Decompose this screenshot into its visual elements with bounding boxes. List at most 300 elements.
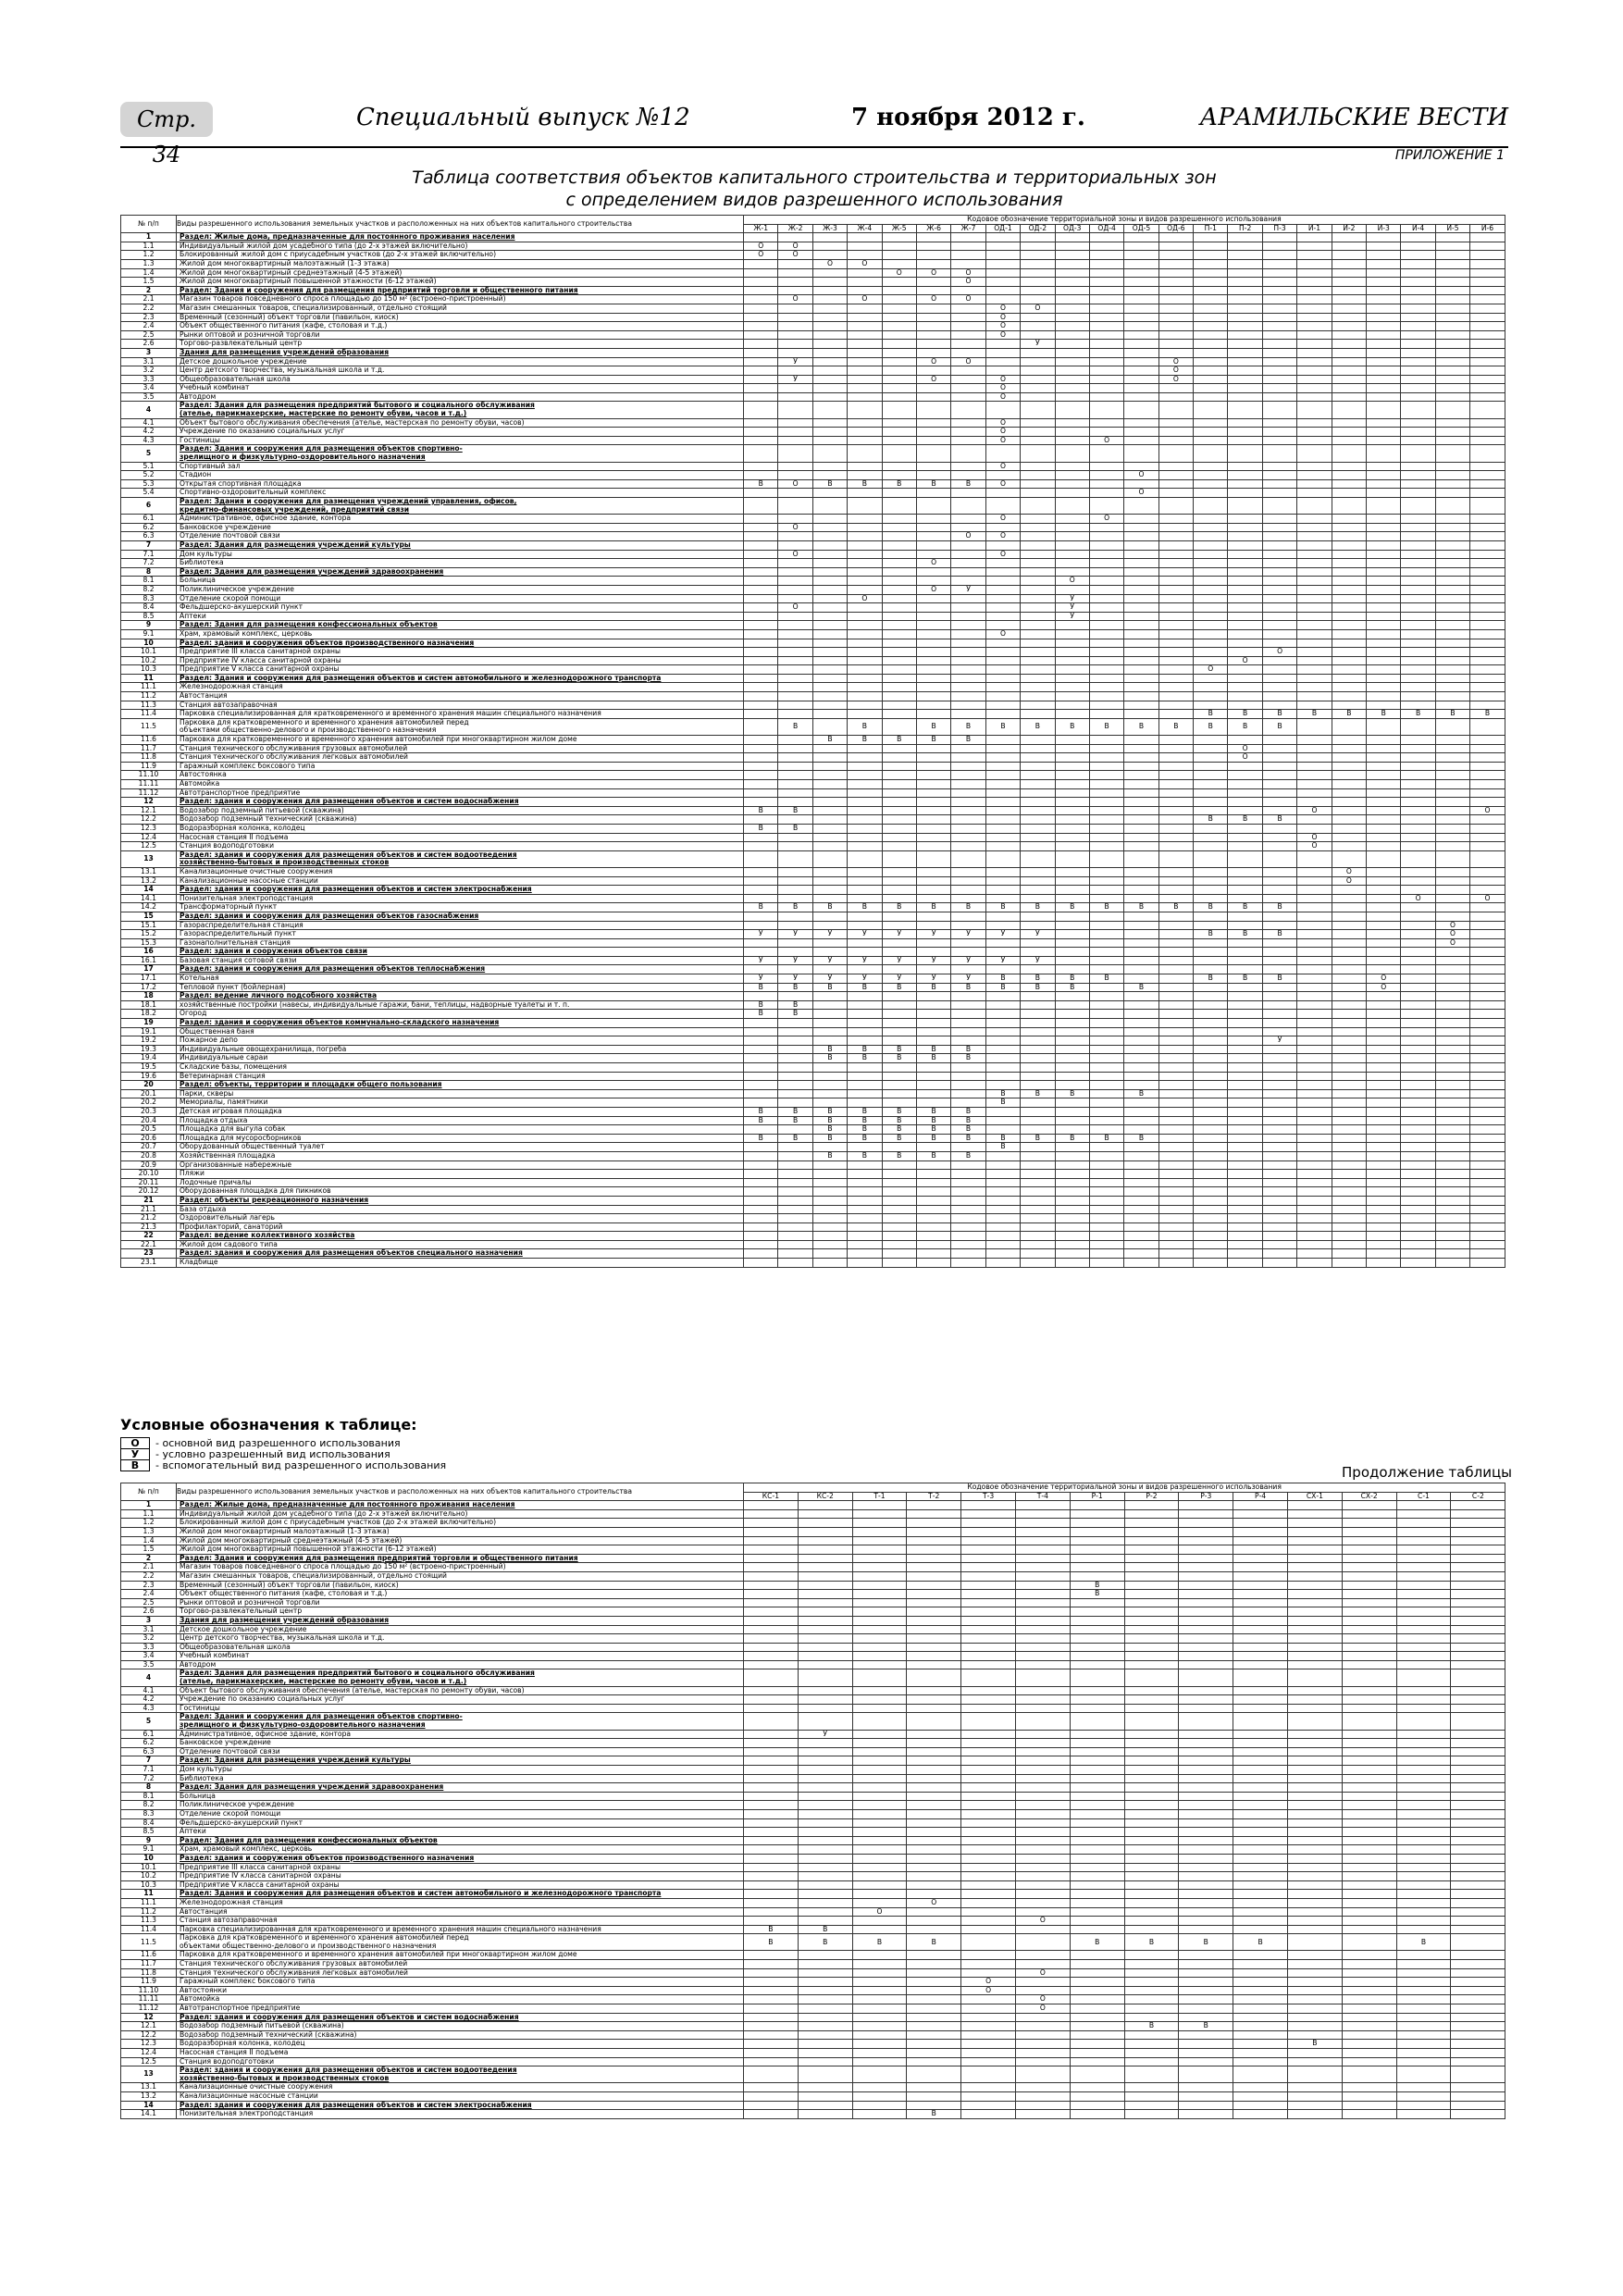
zone-code-header: Т-3 xyxy=(961,1492,1016,1501)
zone-cell xyxy=(1396,1616,1451,1625)
zone-cell xyxy=(744,2083,799,2092)
row-number: 11.6 xyxy=(121,736,177,745)
zone-cell xyxy=(1228,1010,1262,1019)
zone-cell xyxy=(1262,594,1296,603)
zone-cell xyxy=(1124,1098,1158,1108)
row-number: 2.2 xyxy=(121,1571,177,1581)
zone-cell xyxy=(778,629,812,639)
zone-cell xyxy=(985,1019,1020,1028)
zone-cell xyxy=(744,1616,799,1625)
zone-cell: В xyxy=(951,1125,985,1135)
zone-cell xyxy=(1262,1107,1296,1116)
zone-cell xyxy=(1055,948,1089,957)
zone-cell xyxy=(1021,1045,1055,1054)
zone-cell xyxy=(1342,1766,1396,1775)
zone-cell xyxy=(1021,428,1055,437)
zone-cell xyxy=(961,2022,1016,2031)
zone-cell xyxy=(1396,1686,1451,1695)
zone-cell xyxy=(1435,268,1469,278)
zone-cell xyxy=(812,762,847,771)
zone-cell xyxy=(1332,603,1366,613)
zone-cell: У xyxy=(848,974,882,984)
zone-cell xyxy=(1470,1045,1505,1054)
table-row xyxy=(121,392,1505,402)
zone-cell xyxy=(1470,886,1505,895)
zone-cell xyxy=(1262,233,1296,242)
zone-cell xyxy=(848,418,882,428)
zone-cell xyxy=(1055,1205,1089,1214)
zone-cell xyxy=(1055,788,1089,798)
desc-header: Виды разрешенного использования земельных участков и расположенных на них объектов капитального строительства xyxy=(177,216,744,233)
zone-cell xyxy=(1367,1170,1401,1179)
row-number: 2 xyxy=(121,286,177,295)
row-description: Станция водоподготовки xyxy=(177,842,744,851)
zone-cell xyxy=(1470,780,1505,789)
zone-cell xyxy=(1470,1019,1505,1028)
zone-cell xyxy=(1401,1125,1435,1135)
zone-cell xyxy=(1367,540,1401,550)
zone-cell: В xyxy=(1158,903,1193,912)
zone-cell xyxy=(1124,992,1158,1001)
zone-cell xyxy=(1124,674,1158,683)
zone-cell: В xyxy=(1158,718,1193,735)
zone-cell xyxy=(1015,1545,1070,1555)
zone-cell xyxy=(985,523,1020,532)
zone-cell: В xyxy=(1194,815,1228,825)
zone-cell xyxy=(1401,1089,1435,1098)
zone-cell: В xyxy=(916,736,950,745)
zone-cell xyxy=(1228,824,1262,833)
zone-cell xyxy=(744,286,778,295)
zone-cell xyxy=(1194,1019,1228,1028)
zone-cell xyxy=(744,629,778,639)
zone-cell: О xyxy=(916,585,950,594)
row-description: Фельдшерско-акушерский пункт xyxy=(177,603,744,613)
zone-cell xyxy=(1401,1160,1435,1170)
zone-cell xyxy=(1470,428,1505,437)
zone-cell xyxy=(1124,1783,1179,1793)
zone-cell xyxy=(882,718,916,735)
zone-cell: В xyxy=(951,1116,985,1125)
zone-cell xyxy=(1367,418,1401,428)
zone-cell xyxy=(1332,1170,1366,1179)
table-row xyxy=(121,471,1505,480)
table-row xyxy=(121,384,1505,393)
zone-cell xyxy=(1401,515,1435,524)
zone-cell xyxy=(744,744,778,753)
row-description: Автодром xyxy=(177,392,744,402)
zone-cell xyxy=(1124,532,1158,541)
zone-cell xyxy=(744,1019,778,1028)
zone-cell xyxy=(1367,278,1401,287)
zone-cell xyxy=(916,471,950,480)
zone-cell: В xyxy=(1124,1089,1158,1098)
zone-cell xyxy=(852,1917,907,1926)
zone-cell xyxy=(1194,1125,1228,1135)
zone-cell xyxy=(1124,1222,1158,1232)
zone-cell: О xyxy=(1124,489,1158,498)
row-description: Профилакторий, санаторий xyxy=(177,1222,744,1232)
row-number: 11.8 xyxy=(121,1968,177,1978)
zone-cell xyxy=(1297,471,1332,480)
row-description: Банковское учреждение xyxy=(177,1739,744,1748)
zone-cell xyxy=(1451,1509,1505,1519)
zone-cell xyxy=(1021,806,1055,815)
zone-cell xyxy=(1179,1792,1233,1801)
zone-cell xyxy=(1332,983,1366,992)
zone-cell xyxy=(916,1232,950,1241)
zone-cell xyxy=(852,2057,907,2066)
zone-cell xyxy=(1367,1089,1401,1098)
zone-cell xyxy=(1435,577,1469,586)
table-row xyxy=(121,1898,1505,1907)
zone-cell xyxy=(744,1907,799,1917)
zone-cell xyxy=(852,1836,907,1845)
zone-cell xyxy=(1158,1036,1193,1046)
zone-cell xyxy=(1228,585,1262,594)
zone-cell xyxy=(1451,1730,1505,1739)
table-row xyxy=(121,1643,1505,1652)
table-row xyxy=(121,1116,1505,1125)
zone-cell xyxy=(1297,540,1332,550)
zone-cell xyxy=(985,1187,1020,1197)
zone-cell: О xyxy=(985,304,1020,313)
zone-cell: У xyxy=(882,974,916,984)
row-description: Тепловой пункт (бойлерная) xyxy=(177,983,744,992)
row-number: 23 xyxy=(121,1249,177,1259)
zone-cell xyxy=(1194,798,1228,807)
zone-cell xyxy=(1228,1045,1262,1054)
row-number: 15.2 xyxy=(121,930,177,939)
zone-cell xyxy=(882,340,916,349)
zone-cell xyxy=(1367,824,1401,833)
zone-cell xyxy=(1089,418,1123,428)
zone-cell xyxy=(1297,1027,1332,1036)
zone-cell xyxy=(1089,532,1123,541)
zone-cell xyxy=(1021,1151,1055,1160)
zone-cell xyxy=(961,1801,1016,1810)
zone-cell xyxy=(848,833,882,842)
zone-cell xyxy=(1158,1170,1193,1179)
zone-cell xyxy=(848,268,882,278)
row-number: 19.2 xyxy=(121,1036,177,1046)
zone-cell xyxy=(778,330,812,340)
zone-cell xyxy=(1401,1205,1435,1214)
zone-cell xyxy=(1297,1249,1332,1259)
zone-cell xyxy=(1194,1107,1228,1116)
zone-cell xyxy=(1435,692,1469,701)
zone-cell xyxy=(951,515,985,524)
zone-cell xyxy=(1401,665,1435,675)
zone-cell xyxy=(778,1196,812,1205)
zone-cell: В xyxy=(1228,718,1262,735)
zone-cell xyxy=(1332,842,1366,851)
zone-cell xyxy=(1021,867,1055,876)
zone-cell xyxy=(1233,2030,1288,2040)
zone-cell xyxy=(1262,780,1296,789)
zone-cell xyxy=(1435,894,1469,903)
zone-cell xyxy=(951,523,985,532)
zone-cell xyxy=(1470,621,1505,630)
zone-cell xyxy=(1470,445,1505,462)
zone-cell xyxy=(1124,550,1158,559)
zone-cell xyxy=(1435,489,1469,498)
zone-cell xyxy=(1228,833,1262,842)
zone-cell xyxy=(1194,577,1228,586)
zone-cell xyxy=(1158,701,1193,710)
zone-cell xyxy=(1262,656,1296,665)
table-row xyxy=(121,242,1505,251)
zone-cell xyxy=(1451,1747,1505,1756)
zone-cell xyxy=(848,384,882,393)
zone-cell xyxy=(1070,1917,1124,1926)
zone-cell: У xyxy=(882,956,916,965)
zone-cell xyxy=(1262,1151,1296,1160)
row-number: 8.1 xyxy=(121,1792,177,1801)
zone-cell xyxy=(1194,1063,1228,1073)
zone-cell xyxy=(1332,1232,1366,1241)
zone-cell xyxy=(812,1089,847,1098)
zone-cell: О xyxy=(778,479,812,489)
zone-cell xyxy=(1124,515,1158,524)
table-row xyxy=(121,550,1505,559)
zone-cell xyxy=(1451,1978,1505,1987)
zone-cell xyxy=(985,656,1020,665)
zone-cell xyxy=(1158,295,1193,304)
zone-cell xyxy=(1262,762,1296,771)
row-description: Раздел: Здания для размещения предприятий бытового и социального обслуживания (ателье, парикмахерские, мастерские по ремонту обуви, часов и т.д.) xyxy=(177,402,744,418)
zone-cell xyxy=(882,674,916,683)
zone-cell xyxy=(1124,1125,1158,1135)
zone-cell xyxy=(916,780,950,789)
zone-cell xyxy=(1435,567,1469,577)
zone-cell xyxy=(1124,948,1158,957)
zone-cell xyxy=(1367,1178,1401,1187)
zone-cell xyxy=(1055,780,1089,789)
table-row xyxy=(121,1934,1505,1951)
zone-cell xyxy=(1332,780,1366,789)
zone-cell xyxy=(907,1766,961,1775)
zone-cell xyxy=(1124,683,1158,692)
zone-cell xyxy=(1055,428,1089,437)
zone-cell xyxy=(882,1036,916,1046)
zone-cell xyxy=(1055,233,1089,242)
zone-cell xyxy=(1342,1616,1396,1625)
table-row xyxy=(121,1986,1505,1995)
zone-cell xyxy=(1089,1036,1123,1046)
zone-cell xyxy=(1124,850,1158,867)
zone-cell xyxy=(1124,523,1158,532)
zone-cell xyxy=(744,2004,799,2014)
zone-cell xyxy=(1194,1027,1228,1036)
zone-cell xyxy=(1021,498,1055,515)
zone-cell xyxy=(798,2040,852,2049)
zone-cell xyxy=(1124,366,1158,376)
zone-cell xyxy=(1367,1134,1401,1143)
zone-cell xyxy=(1089,1027,1123,1036)
zone-cell xyxy=(1262,515,1296,524)
zone-cell: О xyxy=(1021,304,1055,313)
zone-cell xyxy=(778,683,812,692)
zone-cell xyxy=(1194,498,1228,515)
section-row xyxy=(121,1232,1505,1241)
zone-cell xyxy=(1233,2057,1288,2066)
zone-cell: В xyxy=(916,1134,950,1143)
zone-cell xyxy=(1367,1205,1401,1214)
zone-cell xyxy=(1401,304,1435,313)
zone-cell xyxy=(1367,1125,1401,1135)
zone-cell xyxy=(882,1232,916,1241)
zone-cell xyxy=(1342,1730,1396,1739)
zone-cell xyxy=(1233,1571,1288,1581)
zone-cell xyxy=(1233,1978,1288,1987)
zone-cell xyxy=(916,1160,950,1170)
row-description: Отделение скорой помощи xyxy=(177,594,744,603)
zone-cell xyxy=(1262,479,1296,489)
section-row xyxy=(121,286,1505,295)
zone-cell xyxy=(951,1178,985,1187)
zone-cell xyxy=(1396,1571,1451,1581)
zone-cell xyxy=(1089,965,1123,974)
zone-cell xyxy=(1332,674,1366,683)
row-description: Раздел: здания и сооружения для размещения объектов специального назначения xyxy=(177,1249,744,1259)
zone-cell xyxy=(1158,233,1193,242)
zone-cell xyxy=(1089,375,1123,384)
zone-cell xyxy=(1470,788,1505,798)
zone-code-header: Ж-7 xyxy=(951,224,985,233)
zone-cell xyxy=(985,1027,1020,1036)
zone-cell xyxy=(916,1170,950,1179)
zone-cell xyxy=(961,1519,1016,1528)
zone-cell xyxy=(1451,1986,1505,1995)
zone-cell: У xyxy=(798,1730,852,1739)
zone-cell xyxy=(1021,330,1055,340)
zone-cell xyxy=(1228,1134,1262,1143)
zone-cell xyxy=(1470,1000,1505,1010)
zone-cell xyxy=(1124,1151,1158,1160)
zone-cell xyxy=(1089,304,1123,313)
zone-cell xyxy=(1055,1098,1089,1108)
zone-cell: В xyxy=(1179,1934,1233,1951)
zone-cell xyxy=(1055,550,1089,559)
zone-cell xyxy=(1158,1249,1193,1259)
zone-cell xyxy=(798,1756,852,1766)
zone-cell xyxy=(1435,471,1469,480)
zone-cell xyxy=(852,1509,907,1519)
zone-cell xyxy=(916,489,950,498)
zone-cell xyxy=(951,1259,985,1268)
zone-cell xyxy=(744,850,778,867)
zone-cell: В xyxy=(1332,710,1366,719)
zone-cell xyxy=(778,1240,812,1249)
zone-cell xyxy=(1297,965,1332,974)
zone-cell xyxy=(1287,2057,1342,2066)
zone-cell xyxy=(961,1643,1016,1652)
zone-cell: О xyxy=(1015,1968,1070,1978)
zone-cell xyxy=(778,594,812,603)
zone-code-header: ОД-5 xyxy=(1124,224,1158,233)
row-number: 20.3 xyxy=(121,1107,177,1116)
zone-cell: О xyxy=(1262,648,1296,657)
row-description: Раздел: Здания для размещения учреждений культуры xyxy=(177,1756,744,1766)
zone-cell xyxy=(1179,1809,1233,1818)
zone-cell xyxy=(916,436,950,445)
zone-cell xyxy=(1194,313,1228,322)
zone-cell xyxy=(1297,348,1332,357)
zone-cell xyxy=(1158,585,1193,594)
zone-cell xyxy=(1332,515,1366,524)
zone-cell xyxy=(1287,1695,1342,1705)
zone-cell xyxy=(1194,375,1228,384)
zone-cell xyxy=(744,1783,799,1793)
zone-cell xyxy=(916,402,950,418)
zone-cell xyxy=(744,1519,799,1528)
table-row xyxy=(121,1010,1505,1019)
zone-cell: В xyxy=(951,1134,985,1143)
zone-cell xyxy=(1262,938,1296,948)
zone-cell xyxy=(744,1554,799,1563)
table-row xyxy=(121,375,1505,384)
zone-cell xyxy=(1194,1249,1228,1259)
zone-cell xyxy=(916,992,950,1001)
zone-cell xyxy=(744,2013,799,2022)
zone-cell xyxy=(1297,1259,1332,1268)
zone-cell xyxy=(1262,850,1296,867)
zone-cell xyxy=(1179,1536,1233,1545)
zone-cell xyxy=(744,876,778,886)
zone-cell xyxy=(1332,532,1366,541)
zone-cell xyxy=(1070,1730,1124,1739)
zone-cell xyxy=(1342,1669,1396,1686)
zone-cell xyxy=(744,1809,799,1818)
zone-cell xyxy=(852,1598,907,1607)
zone-cell xyxy=(1451,2083,1505,2092)
zone-cell xyxy=(798,2013,852,2022)
legend-mark: О xyxy=(120,1437,150,1449)
zone-cell xyxy=(1297,585,1332,594)
zone-cell xyxy=(778,1019,812,1028)
zone-cell xyxy=(961,1934,1016,1951)
zone-cell xyxy=(1396,1783,1451,1793)
zone-cell xyxy=(778,736,812,745)
zone-cell xyxy=(1055,1125,1089,1135)
zone-cell xyxy=(1396,2110,1451,2119)
zone-cell xyxy=(798,1978,852,1987)
row-number: 4 xyxy=(121,1669,177,1686)
zone-cell xyxy=(916,1178,950,1187)
zone-cell xyxy=(1021,1259,1055,1268)
zone-cell xyxy=(744,1652,799,1661)
zone-cell: В xyxy=(744,824,778,833)
zone-cell xyxy=(1332,806,1366,815)
zone-cell xyxy=(744,603,778,613)
zone-cell xyxy=(744,1607,799,1617)
zone-cell xyxy=(1194,1054,1228,1063)
table-row xyxy=(121,479,1505,489)
row-number: 12.3 xyxy=(121,2040,177,2049)
zone-cell xyxy=(1367,550,1401,559)
zone-cell xyxy=(1332,1010,1366,1019)
zone-cell xyxy=(1470,1160,1505,1170)
zone-cell xyxy=(1089,1054,1123,1063)
zone-cell xyxy=(1233,1898,1288,1907)
zone-cell xyxy=(744,1249,778,1259)
row-number: 18.1 xyxy=(121,1000,177,1010)
zone-cell xyxy=(1435,762,1469,771)
zone-cell xyxy=(951,313,985,322)
zone-cell xyxy=(1070,2004,1124,2014)
zone-cell xyxy=(1367,850,1401,867)
